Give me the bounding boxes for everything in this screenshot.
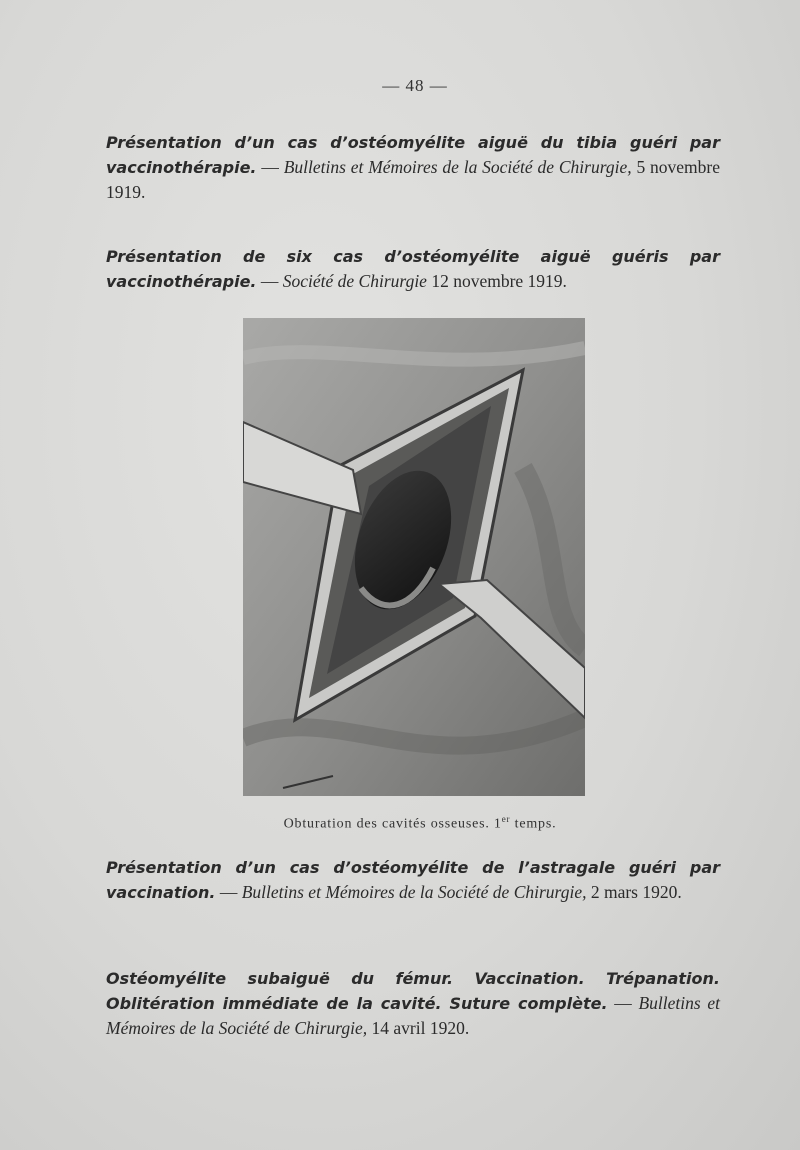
entry-title: Présentation d’un cas d’ostéomyélite aiguë du tibia guéri par vaccinothérapie. [106, 133, 720, 177]
entry-dash: — [215, 882, 242, 902]
entry-title: Présentation d’un cas d’ostéomyélite de l’astragale guéri par vaccination. [106, 858, 720, 902]
entry-source: Bulletins et Mémoires de la Société de Chirurgie, [106, 993, 720, 1038]
caption-end: temps. [510, 816, 557, 832]
entry-source: Société de Chirurgie [282, 271, 427, 291]
surgical-illustration [243, 318, 585, 796]
entry-title: Présentation de six cas d’ostéomyélite aiguë guéris par vaccinothérapie. [106, 247, 720, 291]
entry-date: 5 novembre 1919. [106, 157, 720, 202]
bibliography-entry-3 [106, 855, 720, 905]
entry-date: 2 mars 1920. [586, 882, 682, 902]
entry-date: 14 avril 1920. [367, 1018, 470, 1038]
figure-caption [0, 814, 800, 833]
entry-date: 12 novembre 1919. [426, 271, 567, 291]
entry-dash: — [256, 157, 284, 177]
entry-title: Ostéomyélite subaiguë du fémur. Vaccination. Trépanation. Oblitération immédiate de la cavité. Suture complète. [106, 969, 720, 1013]
entry-dash: — [256, 271, 283, 291]
bibliography-entry-4 [106, 966, 720, 1040]
caption-superscript: er [501, 814, 511, 824]
entry-dash: — [607, 993, 639, 1013]
bibliography-entry-1 [106, 130, 720, 204]
page-number: — 48 — [382, 76, 448, 95]
entry-source: Bulletins et Mémoires de la Société de Chirurgie, [283, 157, 632, 177]
caption-text: Obturation des cavités osseuses. 1 [283, 816, 502, 832]
bibliography-entry-2 [106, 244, 720, 294]
entry-source: Bulletins et Mémoires de la Société de Chirurgie, [241, 882, 587, 902]
